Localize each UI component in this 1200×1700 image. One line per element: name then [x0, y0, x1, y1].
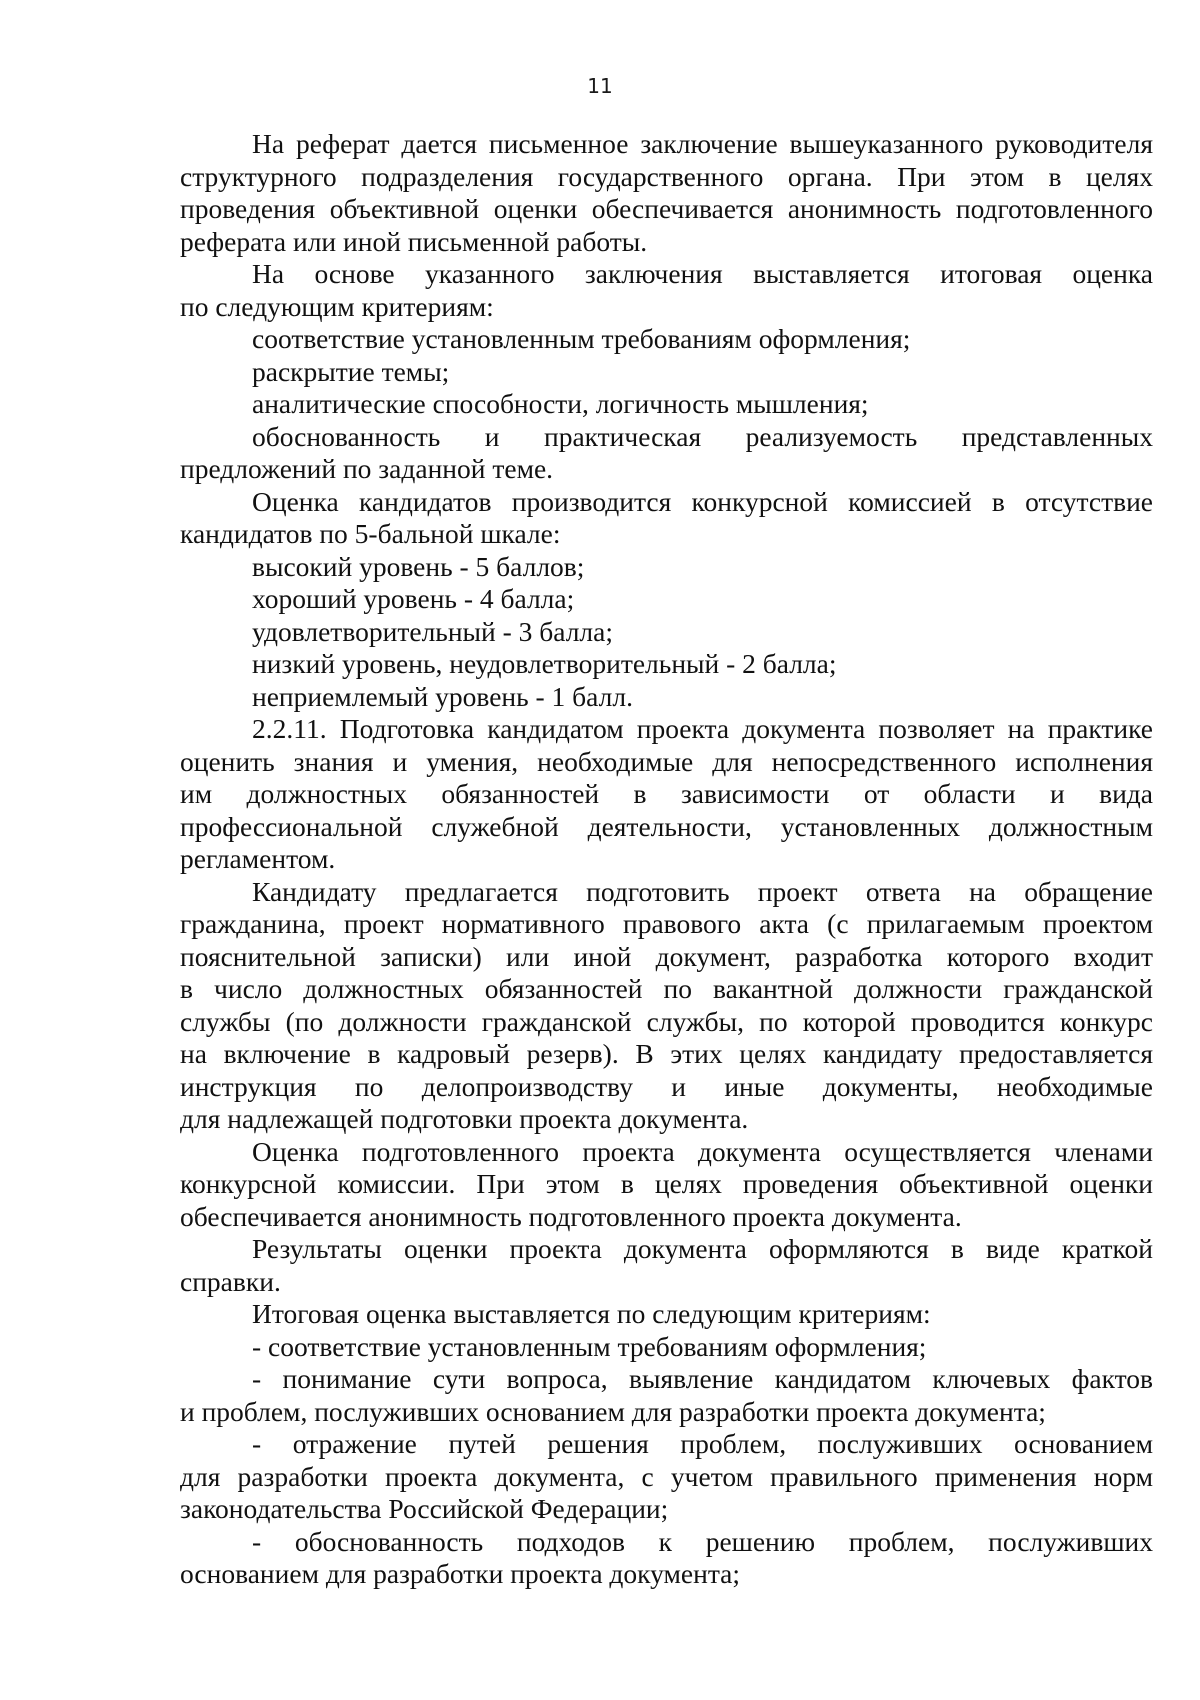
document-body	[180, 128, 1153, 1591]
text-line: 2.2.11. Подготовка кандидатом проекта документа позволяет на практике	[252, 713, 1153, 744]
text-line: законодательства Российской Федерации;	[180, 1493, 669, 1524]
text-line: - обоснованность подходов к решению проблем, послуживших	[252, 1525, 1153, 1557]
text-line: - соответствие установленным требованиям оформления;	[252, 1330, 927, 1362]
text-line: для разработки проекта документа, с учетом правильного применения норм	[180, 1460, 1153, 1492]
text-line: гражданина, проект нормативного правового акта (с прилагаемым проектом	[180, 908, 1153, 939]
text-line: для надлежащей подготовки проекта документа.	[180, 1103, 749, 1134]
text-line: на включение в кадровый резерв). В этих целях кандидату предоставляется	[180, 1038, 1153, 1069]
text-line: им должностных обязанностей в зависимости от области и вида	[180, 778, 1153, 809]
text-line: Кандидату предлагается подготовить проект ответа на обращение	[252, 875, 1153, 907]
text-line: удовлетворительный - 3 балла;	[252, 615, 614, 647]
text-line: аналитические способности, логичность мышления;	[252, 388, 869, 419]
text-line: высокий уровень - 5 баллов;	[252, 550, 585, 582]
text-line: профессиональной служебной деятельности, установленных должностным	[180, 810, 1153, 842]
text-line: по следующим критериям:	[180, 290, 494, 322]
text-line: службы (по должности гражданской службы, по которой проводится конкурс	[180, 1005, 1153, 1037]
text-line: неприемлемый уровень - 1 балл.	[252, 680, 633, 712]
text-line: - понимание сути вопроса, выявление кандидатом ключевых фактов	[252, 1363, 1153, 1394]
text-line: справки.	[180, 1265, 281, 1297]
text-line: оценить знания и умения, необходимые для непосредственного исполнения	[180, 745, 1153, 777]
text-line: конкурсной комиссии. При этом в целях проведения объективной оценки	[180, 1168, 1153, 1199]
text-line: в число должностных обязанностей по вакантной должности гражданской	[180, 973, 1153, 1004]
text-line: кандидатов по 5-бальной шкале:	[180, 518, 561, 549]
text-line: На основе указанного заключения выставляется итоговая оценка	[252, 258, 1153, 289]
text-line: обоснованность и практическая реализуемость представленных	[252, 420, 1153, 452]
text-line: структурного подразделения государственного органа. При этом в целях	[180, 160, 1153, 192]
text-line: пояснительной записки) или иной документ, разработка которого входит	[180, 940, 1153, 972]
text-line: Оценка кандидатов производится конкурсной комиссией в отсутствие	[252, 485, 1153, 517]
text-line: основанием для разработки проекта документа;	[180, 1558, 741, 1589]
text-line: предложений по заданной теме.	[180, 453, 554, 484]
text-line: проведения объективной оценки обеспечивается анонимность подготовленного	[180, 193, 1153, 224]
text-line: Итоговая оценка выставляется по следующим критериям:	[252, 1298, 931, 1329]
text-line: Оценка подготовленного проекта документа осуществляется членами	[252, 1135, 1153, 1167]
text-line: хороший уровень - 4 балла;	[252, 583, 575, 614]
page-number: 11	[587, 74, 613, 98]
text-line: инструкция по делопроизводству и иные документы, необходимые	[180, 1070, 1153, 1102]
text-line: - отражение путей решения проблем, послуживших основанием	[252, 1428, 1153, 1459]
text-line: регламентом.	[180, 843, 336, 874]
text-line: раскрытие темы;	[252, 355, 450, 387]
text-line: и проблем, послуживших основанием для разработки проекта документа;	[180, 1395, 1046, 1427]
text-line: Результаты оценки проекта документа оформляются в виде краткой	[252, 1233, 1153, 1264]
text-line: обеспечивается анонимность подготовленного проекта документа.	[180, 1200, 962, 1232]
text-line: реферата или иной письменной работы.	[180, 225, 648, 257]
text-line: На реферат дается письменное заключение вышеуказанного руководителя	[252, 128, 1153, 159]
text-line: соответствие установленным требованиям оформления;	[252, 323, 911, 354]
text-line: низкий уровень, неудовлетворительный - 2 балла;	[252, 648, 837, 679]
